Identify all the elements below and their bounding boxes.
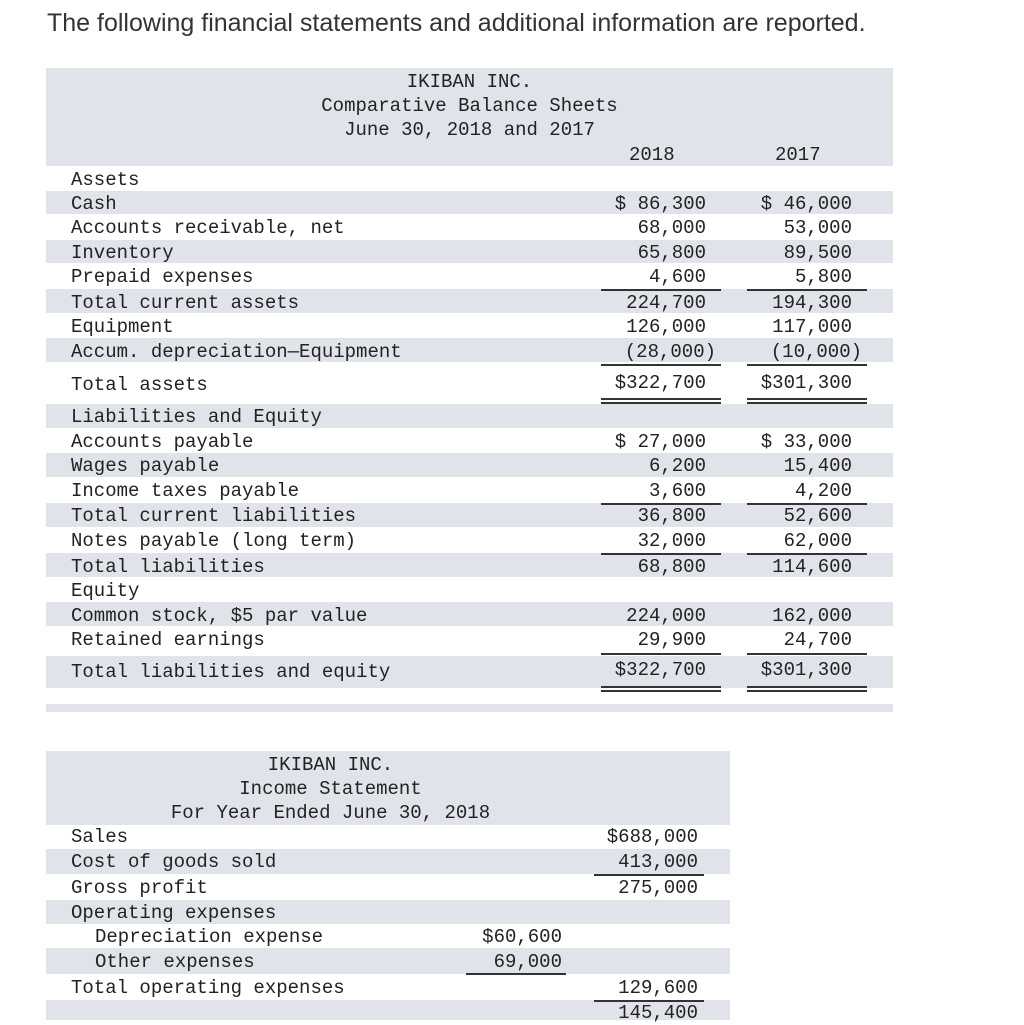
bs-row-label: Inventory xyxy=(71,242,174,264)
bs-row-label: Total liabilities xyxy=(71,556,265,578)
bs-value-2017: 53,000 xyxy=(783,217,852,239)
bs-row-label: Assets xyxy=(71,169,140,191)
bs-value-2017: (10,000) xyxy=(770,341,862,363)
bs-row-label: Total assets xyxy=(71,374,208,396)
bs-value-2017: $301,300 xyxy=(760,659,852,681)
bs-row-label: Retained earnings xyxy=(71,629,265,651)
bs-row-label: Liabilities and Equity xyxy=(71,406,322,428)
bs-value-2018: $322,700 xyxy=(614,372,706,394)
bs-value-2018: 36,800 xyxy=(637,505,706,527)
is-row-label: Operating expenses xyxy=(71,902,277,924)
bs-row-label: Total liabilities and equity xyxy=(71,661,391,683)
bs-row-label: Total current liabilities xyxy=(71,505,357,527)
is-inner-value: $60,600 xyxy=(482,926,562,948)
bs-value-2018: 224,000 xyxy=(626,605,706,627)
bs-company: IKIBAN INC. xyxy=(406,71,533,93)
is-row-label: Cost of goods sold xyxy=(71,851,277,873)
bs-row-label: Cash xyxy=(71,193,117,215)
intro-text: The following financial statements and additional information are reported. xyxy=(47,9,866,37)
bs-value-2017: $301,300 xyxy=(760,372,852,394)
bs-value-2018: $ 27,000 xyxy=(614,431,706,453)
bs-row-label: Common stock, $5 par value xyxy=(71,605,368,627)
bs-value-2018: 32,000 xyxy=(637,530,706,552)
bs-value-2018: 224,700 xyxy=(626,292,706,314)
bs-row-label: Accounts payable xyxy=(71,431,254,453)
bs-value-2018: 6,200 xyxy=(648,455,706,477)
bs-value-2017: 5,800 xyxy=(794,266,852,288)
bs-row-label: Notes payable (long term) xyxy=(71,530,357,552)
bs-value-2018: (28,000) xyxy=(624,341,716,363)
bs-value-2018: $322,700 xyxy=(614,659,706,681)
bs-row-label: Accum. depreciation—Equipment xyxy=(71,341,402,363)
bs-value-2017: 24,700 xyxy=(783,629,852,651)
is-row-label: Sales xyxy=(71,826,129,848)
bs-row-label: Income taxes payable xyxy=(71,480,300,502)
bs-row-label: Total current assets xyxy=(71,292,300,314)
is-outer-value: 129,600 xyxy=(618,977,698,999)
bs-value-2017: 117,000 xyxy=(772,316,852,338)
is-outer-value: $688,000 xyxy=(606,826,698,848)
is-title: Income Statement xyxy=(239,778,422,800)
is-row-label: Gross profit xyxy=(71,877,208,899)
bs-value-2017: $ 46,000 xyxy=(760,193,852,215)
bs-value-2018: 68,800 xyxy=(637,556,706,578)
bs-value-2018: 3,600 xyxy=(648,480,706,502)
is-company: IKIBAN INC. xyxy=(267,754,394,776)
bs-value-2017: 89,500 xyxy=(783,242,852,264)
is-inner-value: 69,000 xyxy=(493,951,562,973)
is-period: For Year Ended June 30, 2018 xyxy=(170,802,491,824)
bs-value-2018: 65,800 xyxy=(637,242,706,264)
bs-value-2017: 15,400 xyxy=(783,455,852,477)
bs-value-2017: 62,000 xyxy=(783,530,852,552)
bs-row-label: Accounts receivable, net xyxy=(71,217,345,239)
bs-value-2018: 29,900 xyxy=(637,629,706,651)
is-outer-value: 413,000 xyxy=(618,851,698,873)
is-outer-value: 275,000 xyxy=(618,877,698,899)
bs-row-label: Prepaid expenses xyxy=(71,266,254,288)
bs-col-2017: 2017 xyxy=(775,144,821,166)
bs-value-2017: 114,600 xyxy=(772,556,852,578)
is-row-label: Total operating expenses xyxy=(71,977,345,999)
bs-value-2018: 68,000 xyxy=(637,217,706,239)
is-row-label: Depreciation expense xyxy=(95,926,324,948)
bs-value-2017: 194,300 xyxy=(772,292,852,314)
bs-value-2018: 4,600 xyxy=(648,266,706,288)
bs-value-2017: 52,600 xyxy=(783,505,852,527)
bs-row-label: Wages payable xyxy=(71,455,220,477)
balance-sheet-footer-band xyxy=(46,704,893,712)
bs-row-label: Equity xyxy=(71,580,140,602)
bs-value-2017: 162,000 xyxy=(772,605,852,627)
is-row-label: Other expenses xyxy=(95,951,255,973)
bs-value-2017: $ 33,000 xyxy=(760,431,852,453)
bs-title: Comparative Balance Sheets xyxy=(321,95,618,117)
bs-period: June 30, 2018 and 2017 xyxy=(344,119,595,141)
is-outer-value: 145,400 xyxy=(618,1002,698,1024)
bs-col-2018: 2018 xyxy=(629,144,675,166)
bs-row-label: Equipment xyxy=(71,316,174,338)
bs-value-2018: $ 86,300 xyxy=(614,193,706,215)
bs-value-2018: 126,000 xyxy=(626,316,706,338)
bs-value-2017: 4,200 xyxy=(794,480,852,502)
